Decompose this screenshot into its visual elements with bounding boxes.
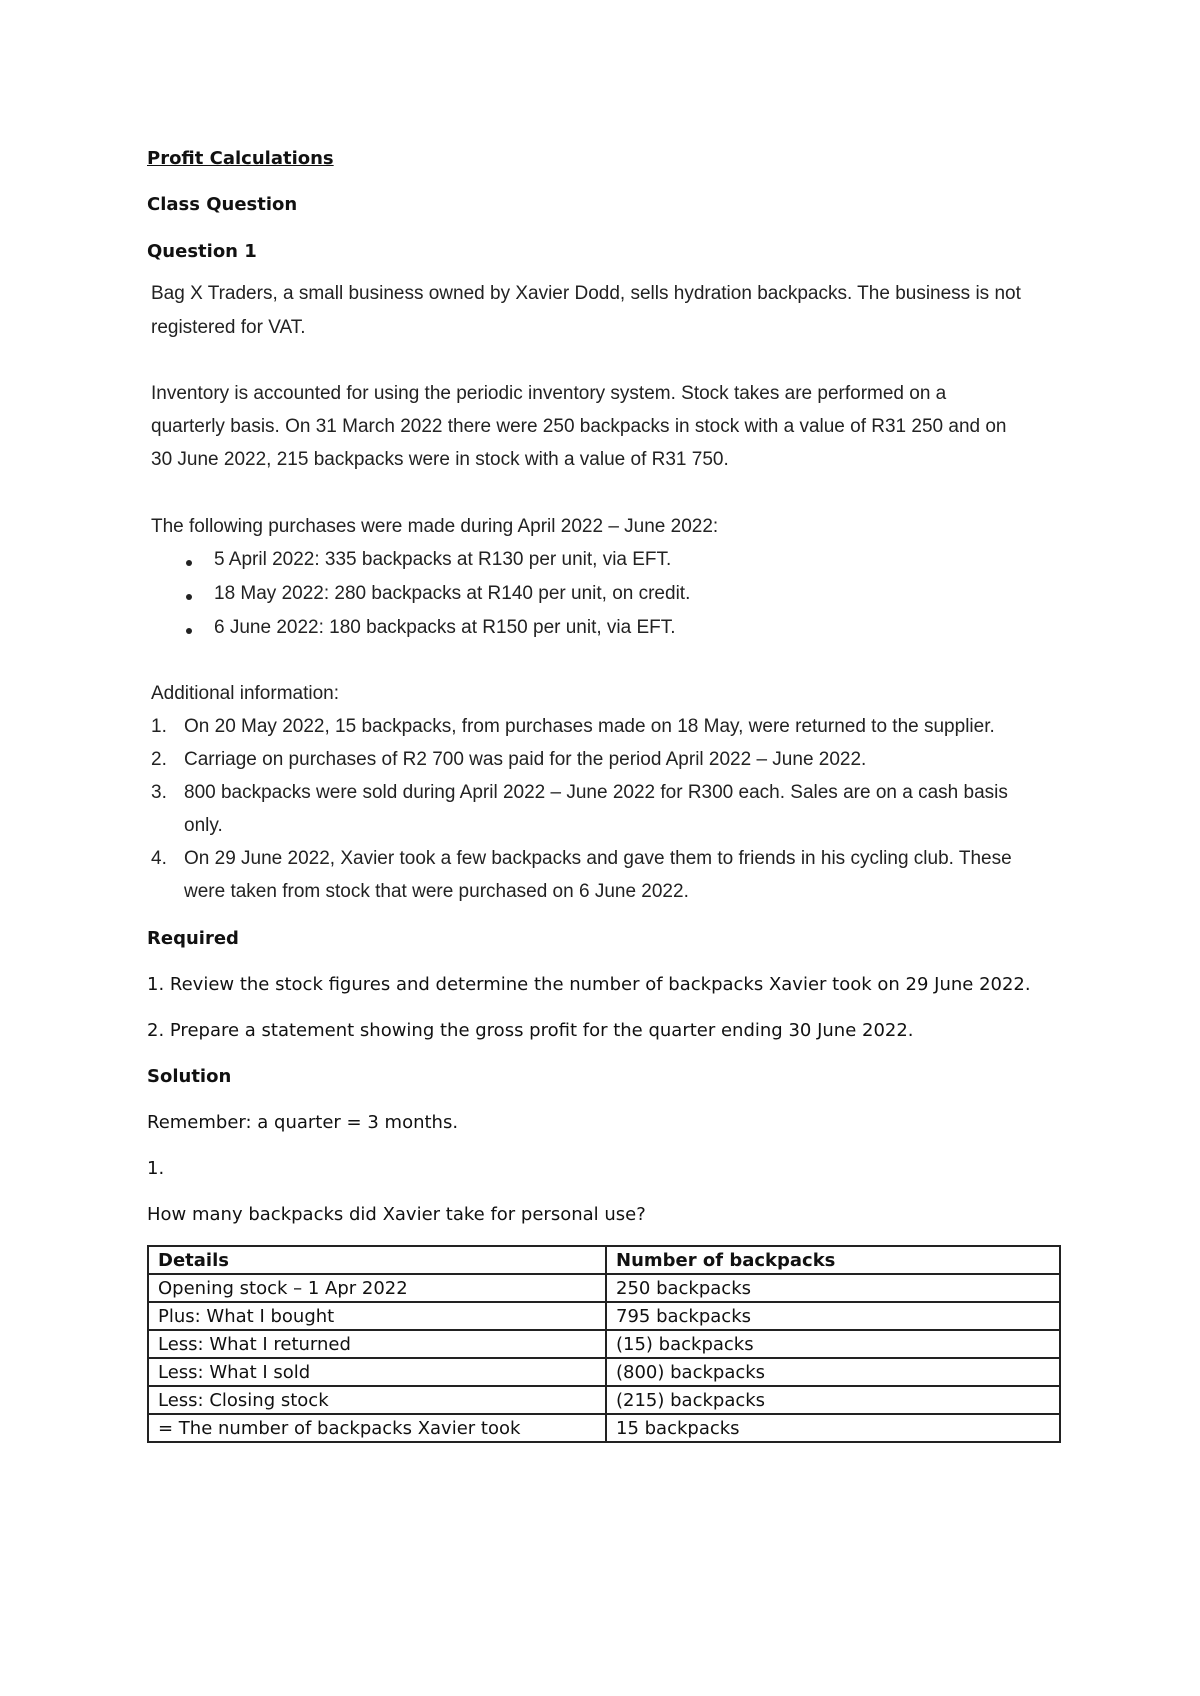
required-heading: Required: [147, 928, 239, 949]
table-row: [148, 1302, 1060, 1330]
step-number: 1.: [147, 1158, 165, 1179]
table-cell-detail: Opening stock – 1 Apr 2022: [148, 1274, 606, 1302]
table-row: [148, 1274, 1060, 1302]
solution-heading: Solution: [147, 1066, 232, 1087]
table-cell-number: 15 backpacks: [606, 1414, 1060, 1442]
table-row: [148, 1358, 1060, 1386]
table-cell-detail: Less: What I returned: [148, 1330, 606, 1358]
inventory-line-2: quarterly basis. On 31 March 2022 there were 250 backpacks in stock with a value of R31 250 and on: [151, 416, 1007, 437]
additional-number: 3.: [151, 782, 167, 803]
additional-number: 2.: [151, 749, 167, 770]
additional-item-4-line-2: were taken from stock that were purchased on 6 June 2022.: [184, 881, 689, 902]
bullet-icon: [186, 560, 192, 566]
additional-item-1: On 20 May 2022, 15 backpacks, from purchases made on 18 May, were returned to the supplier.: [184, 716, 995, 737]
intro-line-2: registered for VAT.: [151, 317, 306, 338]
table-cell-detail: Plus: What I bought: [148, 1302, 606, 1330]
intro-line-1: Bag X Traders, a small business owned by Xavier Dodd, sells hydration backpacks. The business is not: [151, 283, 1021, 304]
table-cell-detail: Less: Closing stock: [148, 1386, 606, 1414]
table-row: [148, 1414, 1060, 1442]
inventory-line-1: Inventory is accounted for using the periodic inventory system. Stock takes are performed on a: [151, 383, 947, 404]
additional-item-2: Carriage on purchases of R2 700 was paid for the period April 2022 – June 2022.: [184, 749, 867, 770]
class-question-heading: Class Question: [147, 194, 298, 215]
bullet-icon: [186, 594, 192, 600]
additional-number: 4.: [151, 848, 167, 869]
table-header-row: [148, 1246, 1060, 1274]
purchase-item: 18 May 2022: 280 backpacks at R140 per unit, on credit.: [214, 583, 691, 604]
table-cell-detail: = The number of backpacks Xavier took: [148, 1414, 606, 1442]
bullet-icon: [186, 628, 192, 634]
additional-item-4-line-1: On 29 June 2022, Xavier took a few backpacks and gave them to friends in his cycling club. These: [184, 848, 1012, 869]
table-cell-detail: Less: What I sold: [148, 1358, 606, 1386]
additional-heading: Additional information:: [151, 683, 339, 704]
table-cell-number: (15) backpacks: [606, 1330, 1060, 1358]
inventory-line-3: 30 June 2022, 215 backpacks were in stock with a value of R31 750.: [151, 449, 729, 470]
additional-number: 1.: [151, 716, 167, 737]
required-item-1: 1. Review the stock figures and determine the number of backpacks Xavier took on 29 June 2022.: [147, 974, 1031, 995]
table-cell-number: (800) backpacks: [606, 1358, 1060, 1386]
additional-item-3-line-1: 800 backpacks were sold during April 2022 – June 2022 for R300 each. Sales are on a cash basis: [184, 782, 1008, 803]
table-cell-number: 250 backpacks: [606, 1274, 1060, 1302]
table-header-details: Details: [148, 1246, 606, 1274]
document-title: Profit Calculations: [147, 148, 334, 169]
table-cell-number: (215) backpacks: [606, 1386, 1060, 1414]
purchase-item: 6 June 2022: 180 backpacks at R150 per unit, via EFT.: [214, 617, 676, 638]
additional-item-3-line-2: only.: [184, 815, 223, 836]
table-header-number: Number of backpacks: [606, 1246, 1060, 1274]
purchases-intro: The following purchases were made during April 2022 – June 2022:: [151, 516, 719, 537]
table-row: [148, 1386, 1060, 1414]
question-heading: Question 1: [147, 241, 257, 262]
table-row: [148, 1330, 1060, 1358]
backpack-count-table: [147, 1245, 1061, 1443]
remember-note: Remember: a quarter = 3 months.: [147, 1112, 459, 1133]
table-question: How many backpacks did Xavier take for personal use?: [147, 1204, 646, 1225]
table-cell-number: 795 backpacks: [606, 1302, 1060, 1330]
purchase-item: 5 April 2022: 335 backpacks at R130 per unit, via EFT.: [214, 549, 672, 570]
required-item-2: 2. Prepare a statement showing the gross profit for the quarter ending 30 June 2022.: [147, 1020, 914, 1041]
